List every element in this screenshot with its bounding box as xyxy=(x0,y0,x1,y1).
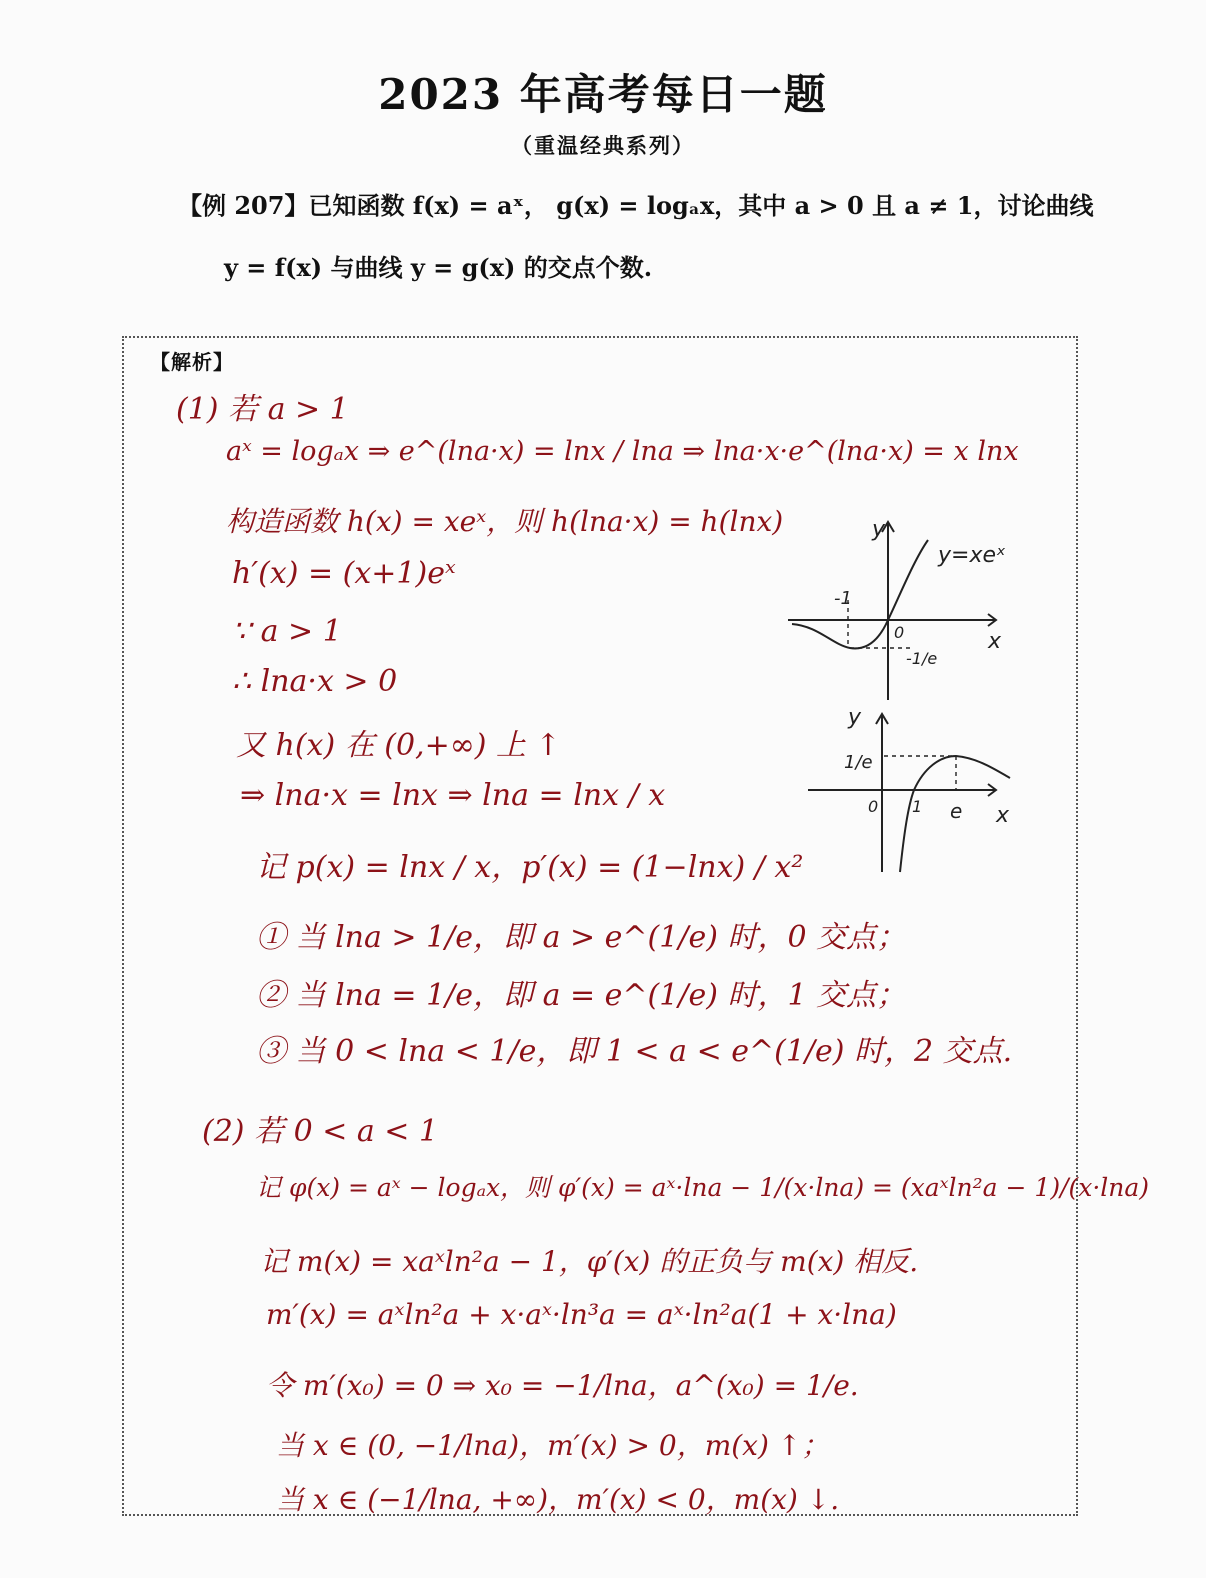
origin-label: 0 xyxy=(868,797,879,816)
solution-line: ① 当 lna > 1/e，即 a > e^(1/e) 时，0 交点； xyxy=(256,920,907,955)
solution-line: h′(x) = (x+1)eˣ xyxy=(232,556,456,591)
solution-line: 又 h(x) 在 (0,+∞) 上 ↑ xyxy=(236,728,561,763)
max-label: 1/e xyxy=(844,752,873,773)
solution-line: (1) 若 a > 1 xyxy=(176,392,349,427)
page-subtitle: （重温经典系列） xyxy=(511,133,695,158)
solution-line: 记 φ(x) = aˣ − logₐx，则 φ′(x) = aˣ·lna − 1/(x·lna) = (xaˣln²a − 1)/(x·lna) xyxy=(256,1173,1150,1202)
curve-xex xyxy=(792,540,928,648)
y-axis-label: y xyxy=(848,705,862,730)
tick-label: -1 xyxy=(834,588,852,609)
solution-line: 记 p(x) = lnx / x，p′(x) = (1−lnx) / x² xyxy=(256,850,804,885)
solution-line: ∵ a > 1 xyxy=(232,614,342,649)
x-axis-label: x xyxy=(996,803,1010,828)
problem-statement-line-2: y = f(x) 与曲线 y = g(x) 的交点个数. xyxy=(224,253,653,282)
solution-line: 构造函数 h(x) = xeˣ，则 h(lna·x) = h(lnx) xyxy=(226,505,784,538)
solution-line: (2) 若 0 < a < 1 xyxy=(202,1114,439,1149)
solution-line: 当 x ∈ (0, −1/lna)，m′(x) > 0，m(x) ↑； xyxy=(276,1429,830,1462)
solution-line: 记 m(x) = xaˣln²a − 1，φ′(x) 的正负与 m(x) 相反. xyxy=(260,1245,919,1278)
solution-line: ② 当 lna = 1/e，即 a = e^(1/e) 时，1 交点； xyxy=(256,978,907,1013)
solution-line: 当 x ∈ (−1/lna, +∞)，m′(x) < 0，m(x) ↓. xyxy=(276,1483,840,1516)
origin-label: 0 xyxy=(894,623,905,642)
x-axis-label: x xyxy=(988,629,1002,654)
min-label: -1/e xyxy=(906,649,938,668)
tick-label: e xyxy=(950,799,963,823)
solution-line: 令 m′(x₀) = 0 ⇒ x₀ = −1/lna，a^(x₀) = 1/e. xyxy=(266,1369,859,1402)
solution-label: 【解析】 xyxy=(150,350,234,374)
tick-label: 1 xyxy=(912,797,923,816)
problem-statement-line-1: 【例 207】已知函数 f(x) = aˣ， g(x) = logₐx，其中 a > 0 且 a ≠ 1，讨论曲线 xyxy=(178,191,1094,220)
solution-line: ∴ lna·x > 0 xyxy=(232,664,398,699)
solution-line: m′(x) = aˣln²a + x·aˣ·ln³a = aˣ·ln²a(1 + x·lna) xyxy=(266,1298,897,1331)
curve-label: y=xeˣ xyxy=(938,543,1006,568)
solution-line: ③ 当 0 < lna < 1/e，即 1 < a < e^(1/e) 时，2 交点. xyxy=(256,1034,1013,1069)
graph-xex xyxy=(788,500,1048,700)
y-axis-label: y xyxy=(872,517,886,542)
graph-lnx-over-x xyxy=(800,694,1040,884)
solution-line: ⇒ lna·x = lnx ⇒ lna = lnx / x xyxy=(240,778,666,813)
page-title: 2023 年高考每日一题 xyxy=(378,70,828,119)
solution-line: aˣ = logₐx ⇒ e^(lna·x) = lnx / lna ⇒ lna·x·e^(lna·x) = x lnx xyxy=(226,436,1019,467)
